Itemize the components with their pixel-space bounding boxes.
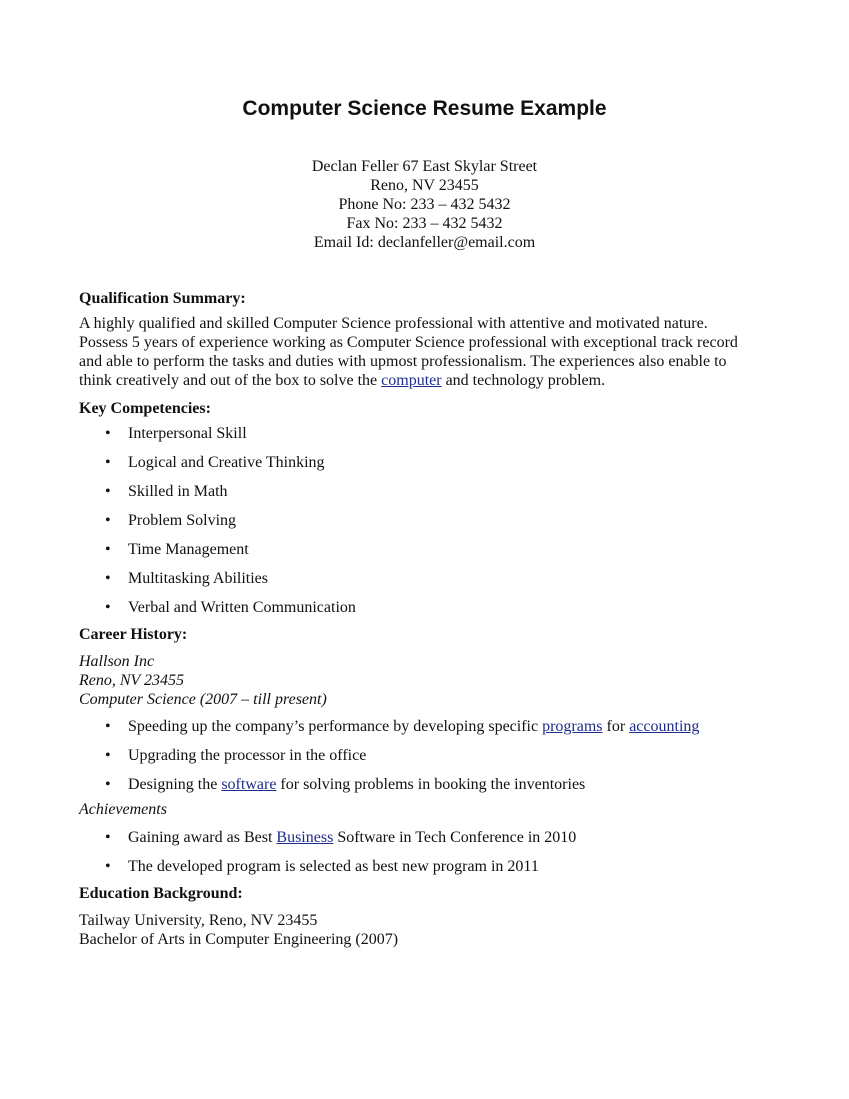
career-heading: Career History: xyxy=(79,626,188,643)
education-school: Tailway University, Reno, NV 23455 xyxy=(79,912,318,929)
list-item-text: Time Management xyxy=(128,541,249,558)
company-name: Hallson Inc xyxy=(79,653,155,670)
list-item xyxy=(79,480,779,509)
programs-link[interactable]: programs xyxy=(542,718,603,735)
resume-body xyxy=(79,289,779,949)
summary-text: and technology problem. xyxy=(441,372,606,389)
summary-line: A highly qualified and skilled Computer Science professional with attentive and motivated nature. xyxy=(79,315,708,332)
list-item-text: Problem Solving xyxy=(128,512,237,529)
list-item xyxy=(79,538,779,567)
company-location: Reno, NV 23455 xyxy=(79,672,185,689)
list-item-text: Upgrading the processor in the office xyxy=(128,747,367,764)
bullet: • xyxy=(105,425,111,442)
list-item xyxy=(79,773,779,802)
accounting-link[interactable]: accounting xyxy=(629,718,700,735)
qualification-heading: Qualification Summary: xyxy=(79,290,246,307)
summary-line: and able to perform the tasks and duties with upmost professionalism. The experiences also enable to xyxy=(79,353,727,370)
list-item xyxy=(79,826,779,855)
bullet: • xyxy=(105,747,111,764)
contact-email: Email Id: declanfeller@email.com xyxy=(313,234,536,251)
software-link[interactable]: software xyxy=(221,776,277,793)
bullet: • xyxy=(105,599,111,616)
list-item-text: for solving problems in booking the inventories xyxy=(276,776,586,793)
education-heading: Education Background: xyxy=(79,885,243,902)
competencies-heading: Key Competencies: xyxy=(79,400,211,417)
list-item xyxy=(79,567,779,596)
list-item xyxy=(79,509,779,538)
contact-fax: Fax No: 233 – 432 5432 xyxy=(346,215,503,232)
bullet: • xyxy=(105,512,111,529)
bullet: • xyxy=(105,718,111,735)
list-item-text: Multitasking Abilities xyxy=(128,570,269,587)
qualification-summary xyxy=(79,314,779,390)
list-item xyxy=(79,855,779,884)
career-entry xyxy=(79,652,779,709)
competencies-list xyxy=(79,422,779,625)
list-item-text: Verbal and Written Communication xyxy=(128,599,356,616)
education-degree: Bachelor of Arts in Computer Engineering (2007) xyxy=(79,931,399,948)
bullet: • xyxy=(105,776,111,793)
summary-line xyxy=(79,371,779,390)
list-item-text: The developed program is selected as best new program in 2011 xyxy=(128,858,539,875)
list-item-text: Skilled in Math xyxy=(128,483,228,500)
summary-text: think creatively and out of the box to solve the xyxy=(79,372,382,389)
summary-line: Possess 5 years of experience working as Computer Science professional with exceptional track record xyxy=(79,334,738,351)
achievements-label: Achievements xyxy=(79,801,167,818)
business-link[interactable]: Business xyxy=(276,829,334,846)
page-title: Computer Science Resume Example xyxy=(242,97,607,120)
bullet: • xyxy=(105,454,111,471)
list-item-text: for xyxy=(602,718,630,735)
contact-city: Reno, NV 23455 xyxy=(370,177,479,194)
contact-name-address: Declan Feller 67 East Skylar Street xyxy=(311,158,538,175)
list-item xyxy=(79,422,779,451)
list-item-text: Designing the xyxy=(128,776,222,793)
list-item-text: Software in Tech Conference in 2010 xyxy=(333,829,577,846)
list-item xyxy=(79,744,779,773)
contact-phone: Phone No: 233 – 432 5432 xyxy=(338,196,511,213)
achievements-list xyxy=(79,826,779,884)
duties-list xyxy=(79,715,779,802)
list-item xyxy=(79,596,779,625)
job-role: Computer Science (2007 – till present) xyxy=(79,691,327,708)
list-item xyxy=(79,451,779,480)
bullet: • xyxy=(105,858,111,875)
bullet: • xyxy=(105,829,111,846)
bullet: • xyxy=(105,570,111,587)
list-item-text: Logical and Creative Thinking xyxy=(128,454,325,471)
bullet: • xyxy=(105,541,111,558)
contact-block xyxy=(0,157,849,252)
list-item-text: Speeding up the company’s performance by developing specific xyxy=(128,718,543,735)
list-item-text: Interpersonal Skill xyxy=(128,425,247,442)
bullet: • xyxy=(105,483,111,500)
list-item-text: Gaining award as Best xyxy=(128,829,277,846)
computer-link[interactable]: computer xyxy=(381,372,442,389)
list-item xyxy=(79,715,779,744)
